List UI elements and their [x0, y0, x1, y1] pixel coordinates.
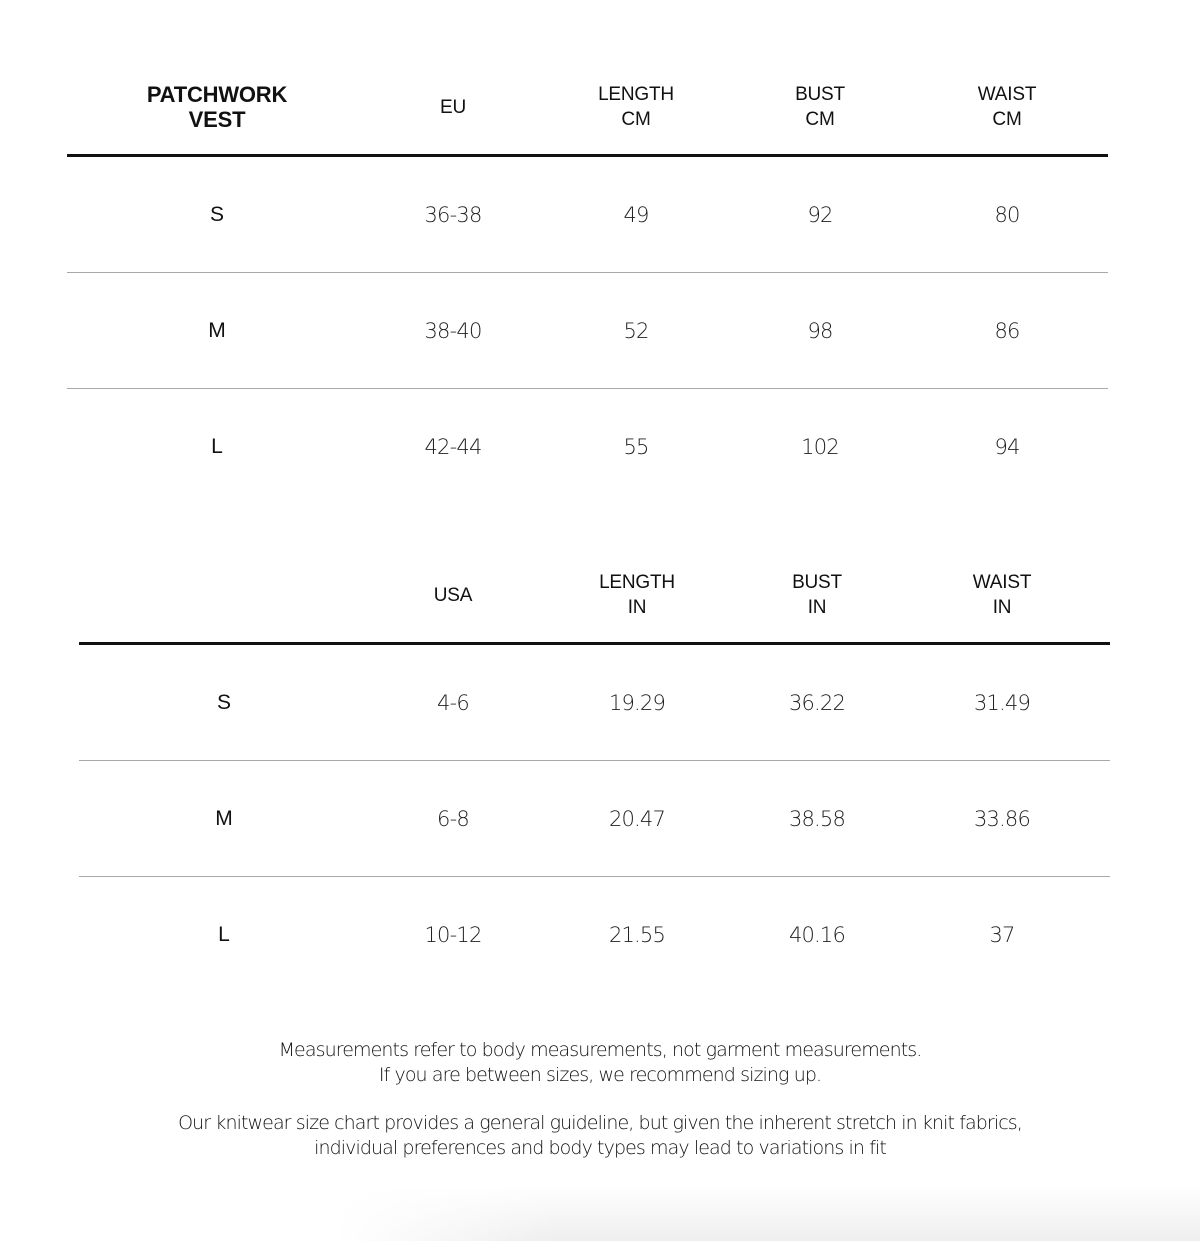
length-value: 49 [623, 202, 649, 227]
table-row [67, 273, 1108, 389]
bust-value: 36.22 [788, 690, 846, 715]
waist-value: 33.86 [973, 806, 1031, 831]
bust-value: 40.16 [788, 922, 846, 947]
waist-value: 94 [994, 434, 1020, 459]
bust-value: 38.58 [788, 806, 846, 831]
waist-value: 80 [994, 202, 1020, 227]
header-waist-cm: WAIST CM [977, 84, 1037, 130]
length-value: 21.55 [608, 922, 666, 947]
size-label: L [211, 434, 223, 458]
eu-size-value: 36-38 [424, 202, 482, 227]
header-length-in: LENGTH IN [599, 572, 675, 618]
header-waist-in: WAIST IN [972, 572, 1032, 618]
bottom-shadow-fade [0, 1186, 560, 1241]
table-row [67, 389, 1108, 504]
size-label: M [208, 318, 226, 342]
header-bust-in: BUST IN [792, 572, 842, 618]
length-value: 20.47 [608, 806, 666, 831]
eu-size-value: 38-40 [424, 318, 482, 343]
size-label: S [216, 690, 231, 714]
waist-value: 31.49 [973, 690, 1031, 715]
size-label: M [215, 806, 233, 830]
usa-size-value: 6-8 [437, 806, 469, 831]
bust-value: 98 [807, 318, 833, 343]
table-row [79, 877, 1110, 992]
header-usa: USA [433, 584, 473, 606]
bust-value: 102 [801, 434, 839, 459]
product-title: PATCHWORK VEST [146, 82, 288, 132]
length-value: 55 [623, 434, 649, 459]
table-row [79, 645, 1110, 761]
eu-table-header [67, 60, 1108, 157]
usa-table-header [79, 548, 1110, 645]
usa-size-value: 4-6 [437, 690, 469, 715]
header-length-cm: LENGTH CM [598, 84, 674, 130]
note-line: Our knitwear size chart provides a general guideline, but given the inherent stretch in knit fabrics, [178, 1112, 1022, 1134]
waist-value: 37 [989, 922, 1015, 947]
usa-size-table [79, 548, 1110, 992]
bust-value: 92 [807, 202, 833, 227]
measurement-note [0, 1038, 1200, 1088]
table-row [79, 761, 1110, 877]
usa-size-value: 10-12 [424, 922, 482, 947]
waist-value: 86 [994, 318, 1020, 343]
knitwear-note [0, 1111, 1200, 1161]
header-blank [124, 548, 324, 642]
length-value: 52 [623, 318, 649, 343]
note-line: Measurements refer to body measurements, not garment measurements. [278, 1039, 922, 1061]
eu-size-value: 42-44 [424, 434, 482, 459]
note-line: individual preferences and body types may lead to variations in fit [314, 1137, 886, 1159]
length-value: 19.29 [608, 690, 666, 715]
table-row [67, 157, 1108, 273]
note-line: If you are between sizes, we recommend sizing up. [378, 1064, 822, 1086]
size-label: L [218, 922, 230, 946]
header-eu: EU [440, 96, 466, 118]
size-label: S [209, 202, 224, 226]
header-bust-cm: BUST CM [795, 84, 845, 130]
eu-size-table [67, 60, 1108, 504]
